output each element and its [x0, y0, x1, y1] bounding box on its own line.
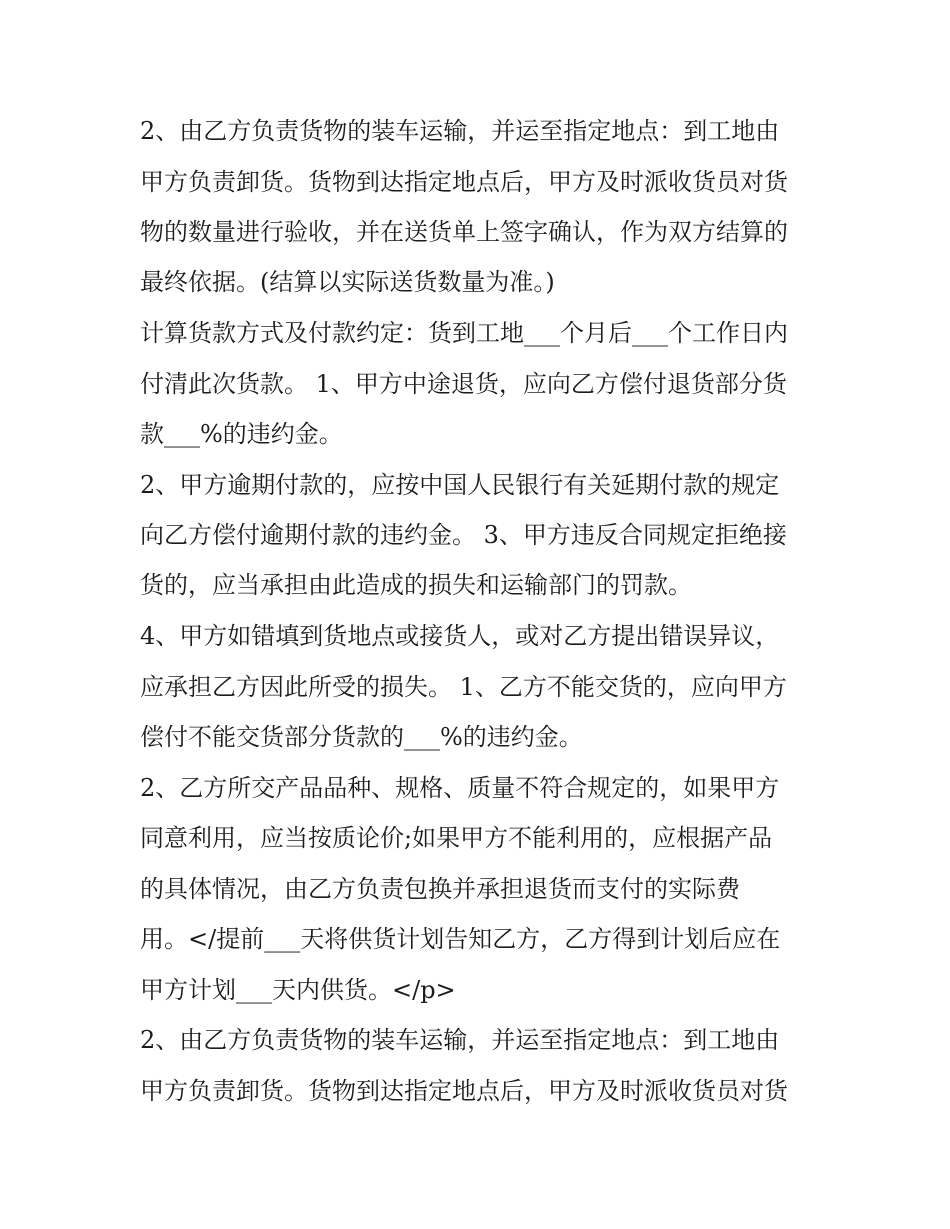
text-line: 计算货款方式及付款约定：货到工地___个月后___个工作日内 — [140, 319, 788, 347]
text-line: 物的数量进行验收，并在送货单上签字确认，作为双方结算的 — [140, 218, 788, 246]
text-line: 货的，应当承担由此造成的损失和运输部门的罚款。 — [140, 571, 692, 599]
text-line: 向乙方偿付逾期付款的违约金。 3、甲方违反合同规定拒绝接 — [140, 521, 787, 549]
text-line: 最终依据。(结算以实际送货数量为准。) — [140, 268, 555, 296]
text-line: 同意利用，应当按质论价;如果甲方不能利用的，应根据产品 — [140, 824, 773, 852]
text-line: 款___%的违约金。 — [140, 420, 343, 448]
text-line: 甲方计划___天内供货。</p> — [140, 976, 456, 1004]
text-line: 付清此次货款。 1、甲方中途退货，应向乙方偿付退货部分货 — [140, 370, 787, 398]
text-line: 2、甲方逾期付款的，应按中国人民银行有关延期付款的规定 — [140, 471, 780, 499]
text-line: 2、乙方所交产品品种、规格、质量不符合规定的，如果甲方 — [140, 774, 780, 802]
text-line: 偿付不能交货部分货款的___%的违约金。 — [140, 723, 583, 751]
text-line: 2、由乙方负责货物的装车运输，并运至指定地点：到工地由 — [140, 117, 780, 145]
text-line: 甲方负责卸货。货物到达指定地点后，甲方及时派收货员对货 — [140, 168, 788, 196]
text-line: 4、甲方如错填到货地点或接货人，或对乙方提出错误异议， — [140, 622, 780, 650]
text-line: 用。</提前___天将供货计划告知乙方，乙方得到计划后应在 — [140, 925, 781, 953]
text-line: 应承担乙方因此所受的损失。 1、乙方不能交货的，应向甲方 — [140, 673, 787, 701]
text-line: 的具体情况，由乙方负责包换并承担退货而支付的实际费 — [140, 875, 740, 903]
text-line: 甲方负责卸货。货物到达指定地点后，甲方及时派收货员对货 — [140, 1077, 788, 1105]
text-line: 2、由乙方负责货物的装车运输，并运至指定地点：到工地由 — [140, 1026, 780, 1054]
